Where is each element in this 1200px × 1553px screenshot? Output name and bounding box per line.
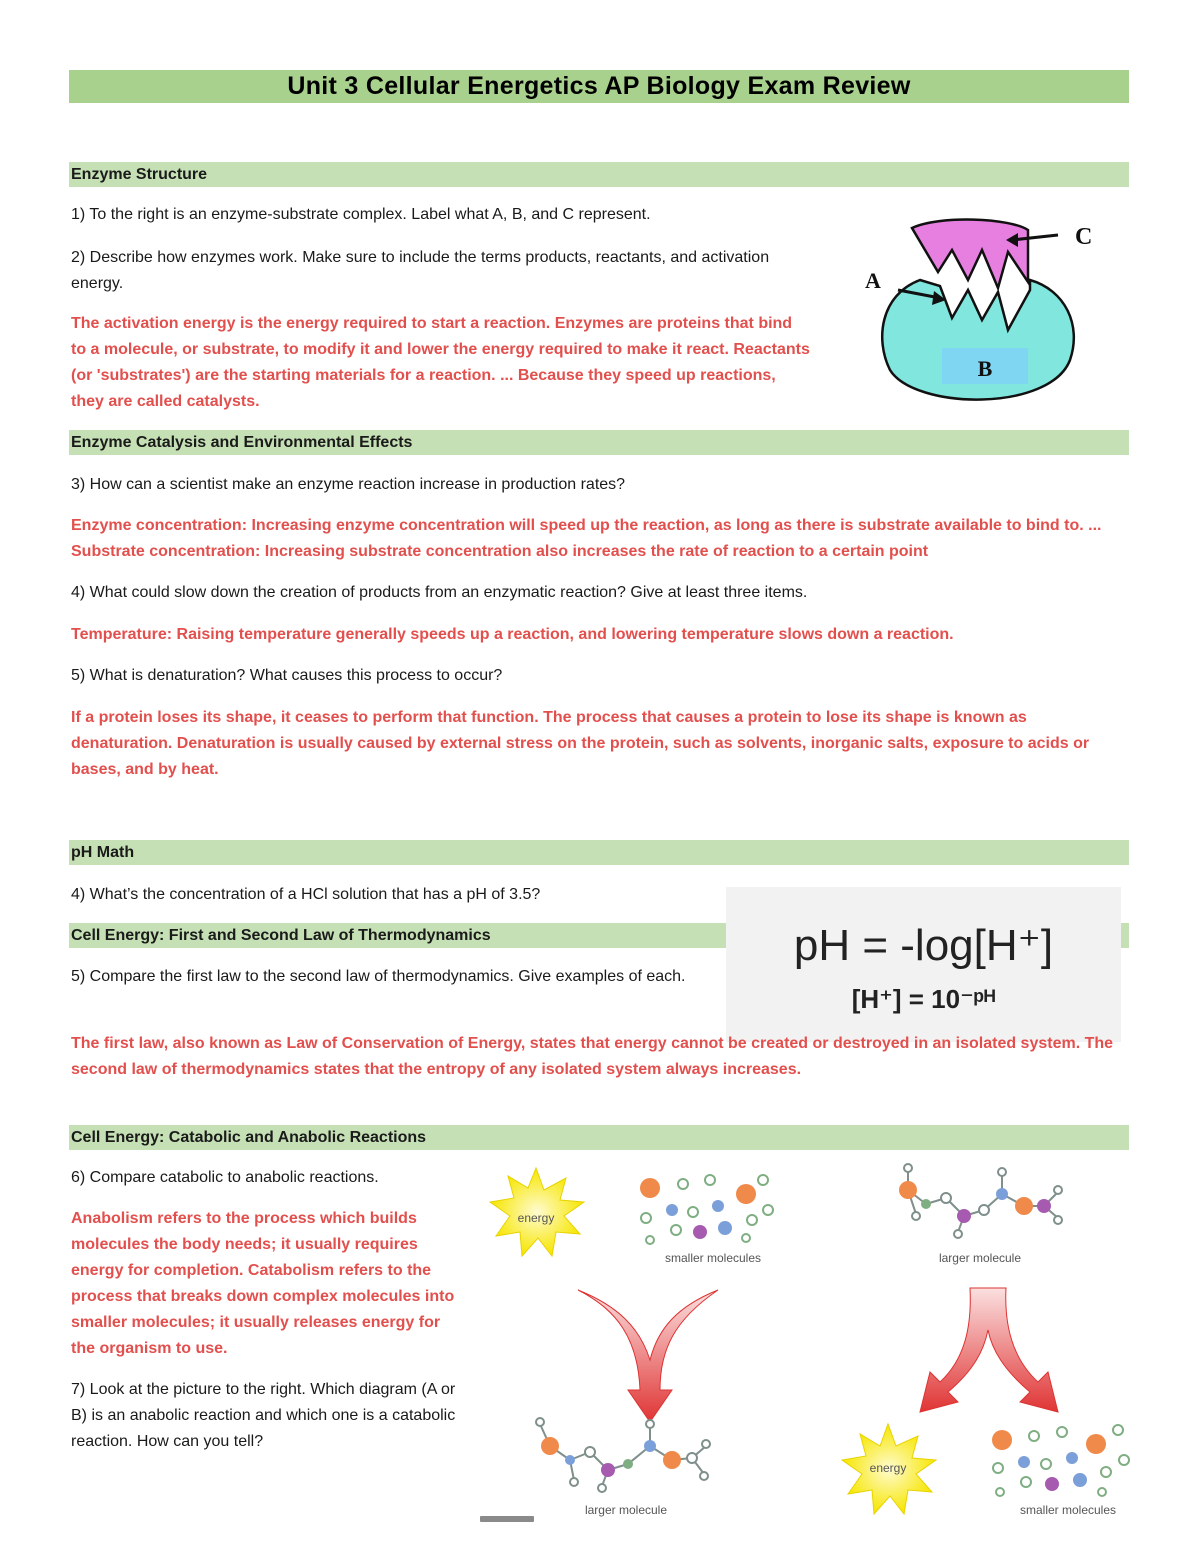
section-enzyme-structure (69, 162, 1129, 187)
section-label: Enzyme Catalysis and Environmental Effects (71, 434, 413, 451)
question-5b: 5) Compare the first law to the second law of thermodynamics. Give examples of each. (71, 968, 686, 985)
section-enzyme-catalysis (69, 430, 1129, 455)
substrate-shape (912, 220, 1028, 288)
enzyme-substrate-figure (860, 210, 1105, 415)
ph-formula-line1: pH = -log[H⁺] (793, 921, 1054, 970)
section-label: Cell Energy: Catabolic and Anabolic Reactions (71, 1129, 427, 1146)
energy-burst-right-icon (842, 1424, 936, 1514)
answer-5b: The first law, also known as Law of Conservation of Energy, states that energy cannot be created or destroyed in an isolated system. The second law of thermodynamics states that the entropy of any isolated system always increases. (71, 1035, 1114, 1078)
label-c: C (1075, 224, 1093, 250)
larger-molecule-top (899, 1164, 1062, 1238)
title-bar (69, 70, 1129, 103)
answer-4: Temperature: Raising temperature generally speeds up a reaction, and lowering temperature slows down a reaction. (71, 626, 954, 643)
section-label: Enzyme Structure (71, 166, 208, 183)
ph-formula-line2: [H⁺] = 10⁻ᵖᴴ (851, 984, 996, 1014)
question-4b: 4) What’s the concentration of a HCl solution that has a pH of 3.5? (71, 886, 541, 903)
converging-arrow-icon (578, 1290, 718, 1422)
question-5: 5) What is denaturation? What causes this process to occur? (71, 667, 503, 684)
answer-5: If a protein loses its shape, it ceases to perform that function. The process that causes a protein to lose its shape is known as denaturation. Denaturation is usually caused by external stress on the protein, such as solvents, inorganic salts, exposure to acids or bases, and by heat. (71, 709, 1090, 778)
page-indicator (480, 1516, 534, 1522)
larger-molecule-label-bottom: larger molecule (584, 1503, 668, 1517)
answer-3: Enzyme concentration: Increasing enzyme concentration will speed up the reaction, as long as there is substrate available to bind to. ... Substrate concentration: Increasing substrate concentration also increases the rate of reaction to a certain point (71, 517, 1102, 560)
larger-molecule-bottom (536, 1418, 710, 1492)
section-catabolic-anabolic (69, 1125, 1129, 1150)
page-title: Unit 3 Cellular Energetics AP Biology Exam Review (287, 72, 911, 100)
smaller-molecules-top (640, 1175, 773, 1244)
energy-burst-left-icon (490, 1168, 584, 1256)
energy-label-left: energy (517, 1211, 555, 1225)
ph-formula-box (726, 887, 1121, 1042)
section-label: Cell Energy: First and Second Law of Thermodynamics (71, 927, 491, 944)
smaller-molecules-label-bottom: smaller molecules (1019, 1503, 1117, 1517)
answer-6: Anabolism refers to the process which builds molecules the body needs; it usually requires energy for completion. Catabolism refers to the process that breaks down complex molecules into smaller molecules; it usually releases energy for the organism to use. (71, 1210, 455, 1357)
diverging-arrow-icon (920, 1288, 1058, 1412)
energy-label-right: energy (869, 1461, 907, 1475)
smaller-molecules-label-top: smaller molecules (664, 1251, 762, 1265)
answer-2: The activation energy is the energy required to start a reaction. Enzymes are proteins that bind to a molecule, or substrate, to modify it and lower the energy required to make it react. Reactants (or 'substrates') are the starting materials for a reaction. ... Because they speed up reactions, they are called catalysts. (71, 315, 810, 410)
label-a: A (865, 268, 881, 293)
question-1: 1) To the right is an enzyme-substrate complex. Label what A, B, and C represent. (71, 206, 651, 223)
section-ph-math (69, 840, 1129, 865)
question-7: 7) Look at the picture to the right. Which diagram (A or B) is an anabolic reaction and which one is a catabolic reaction. How can you tell? (71, 1381, 456, 1450)
larger-molecule-label-top: larger molecule (938, 1251, 1022, 1265)
question-3: 3) How can a scientist make an enzyme reaction increase in production rates? (71, 476, 626, 493)
question-4: 4) What could slow down the creation of products from an enzymatic reaction? Give at least three items. (71, 584, 808, 601)
question-6: 6) Compare catabolic to anabolic reactions. (71, 1169, 379, 1186)
section-label: pH Math (71, 844, 135, 861)
question-2: 2) Describe how enzymes work. Make sure to include the terms products, reactants, and activation energy. (71, 249, 770, 292)
smaller-molecules-bottom (992, 1425, 1129, 1496)
reaction-figure (478, 1160, 1150, 1525)
label-b: B (977, 356, 993, 381)
